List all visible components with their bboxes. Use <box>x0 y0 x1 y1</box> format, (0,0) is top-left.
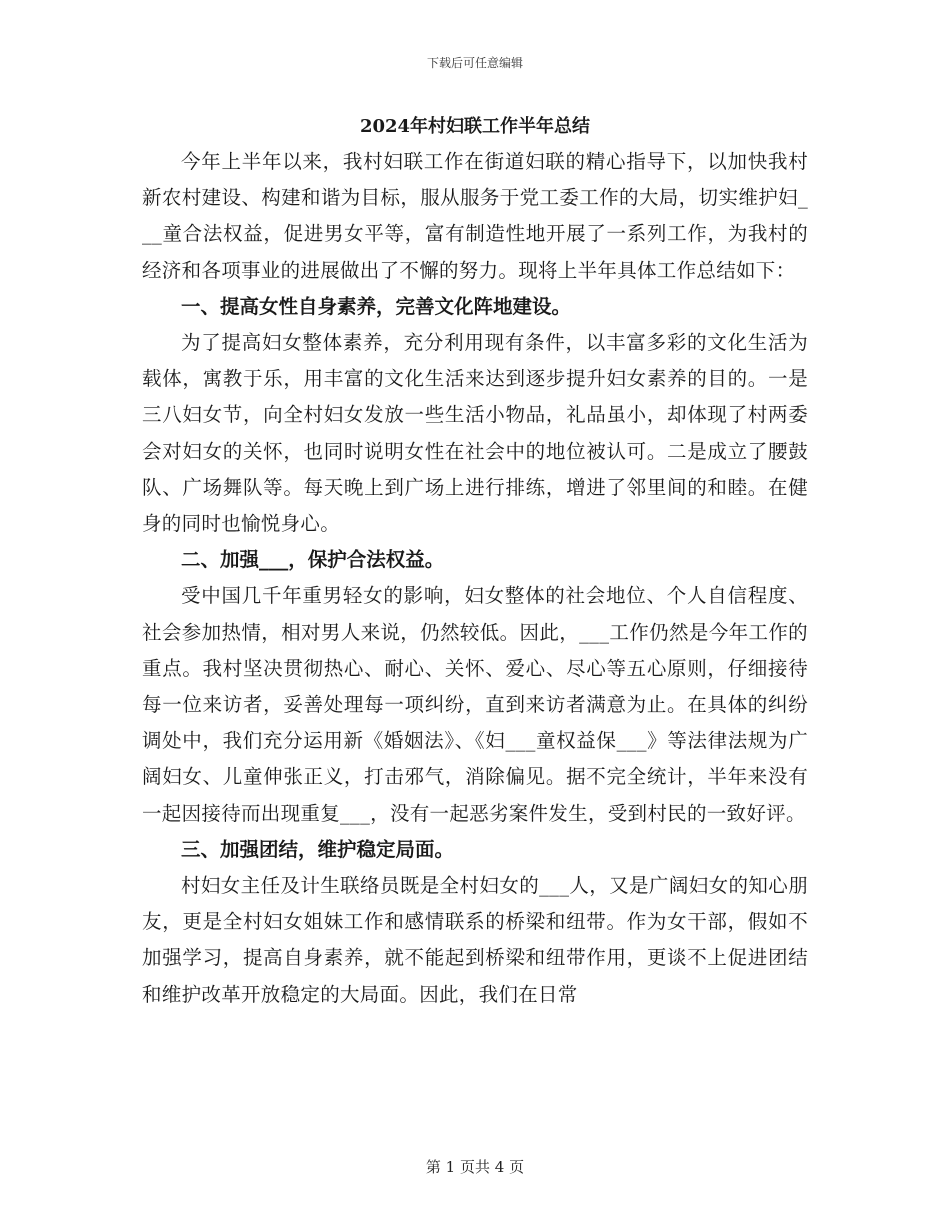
page-number: 第 1 页共 4 页 <box>425 1158 525 1176</box>
document-title: 2024年村妇联工作半年总结 <box>359 116 591 137</box>
section-body-3: 村妇女主任及计生联络员既是全村妇女的___人，又是广阔妇女的知心朋友，更是全村妇女姐妹工作和感情联系的桥梁和纽带。作为女干部，假如不加强学习，提高自身素养，就不能起到桥梁和纽带作用，更谈不上促进团结和维护改革开放稳定的大局面。因此，我们在日常 <box>142 874 808 1006</box>
section-heading-3: 三、加强团结，维护稳定局面。 <box>181 837 455 861</box>
section-body-2: 受中国几千年重男轻女的影响，妇女整体的社会地位、个人自信程度、社会参加热情，相对男人来说，仍然较低。因此，___工作仍然是今年工作的重点。我村坚决贯彻热心、耐心、关怀、爱心、尽心等五心原则，仔细接待每一位来访者，妥善处理每一项纠纷，直到来访者满意为止。在具体的纠纷调处中，我们充分运用新《婚姻法》、《妇___童权益保___》等法律法规为广阔妇女、儿童伸张正义，打击邪气，消除偏见。据不完全统计，半年来没有一起因接待而出现重复___，没有一起恶劣案件发生，受到村民的一致好评。 <box>142 584 808 825</box>
section-heading-2: 二、加强___，保护合法权益。 <box>181 548 445 572</box>
document-content <box>142 110 808 1013</box>
header-note: 下载后可任意编辑 <box>426 56 523 70</box>
section-body-1: 为了提高妇女整体素养，充分利用现有条件，以丰富多彩的文化生活为载体，寓教于乐，用丰富的文化生活来达到逐步提升妇女素养的目的。一是三八妇女节，向全村妇女发放一些生活小物品，礼品虽小，却体现了村两委会对妇女的关怀，也同时说明女性在社会中的地位被认可。二是成立了腰鼓队、广场舞队等。每天晚上到广场上进行排练，增进了邻里间的和睦。在健身的同时也愉悦身心。 <box>142 331 808 536</box>
intro-paragraph: 今年上半年以来，我村妇联工作在街道妇联的精心指导下，以加快我村新农村建设、构建和谐为目标，服从服务于党工委工作的大局，切实维护妇___童合法权益，促进男女平等，富有制造性地开展了一系列工作，为我村的经济和各项事业的进展做出了不懈的努力。现将上半年具体工作总结如下： <box>142 150 808 282</box>
section-heading-1: 一、提高女性自身素养，完善文化阵地建设。 <box>181 294 572 318</box>
